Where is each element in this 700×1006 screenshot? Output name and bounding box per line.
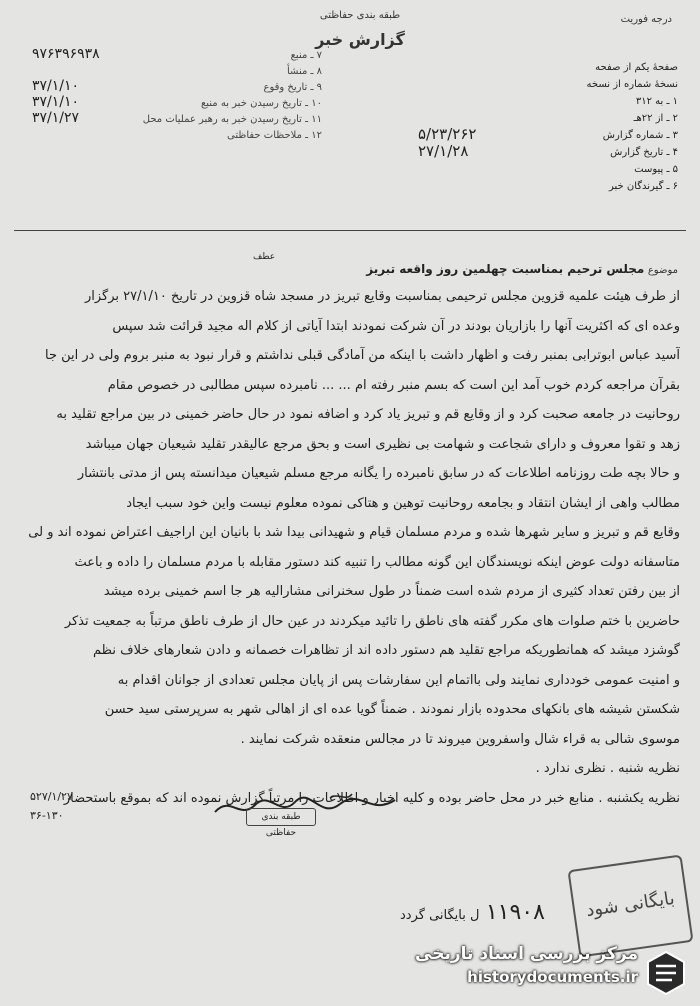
report-body <box>18 282 680 813</box>
subject-label: موضوع <box>647 265 678 276</box>
field-page: صفحهٔ یکم از صفحه <box>595 62 678 73</box>
field-report-date: ۴ ـ تاریخ گزارش ۲۷/۱/۲۸ <box>418 142 678 160</box>
body-line: شکستن شیشه های بانکهای محدوده بازار نمودند . ضمناً گویا عده ای از اهالی شهر به سرپرستی سید حسن <box>104 702 680 717</box>
body-line: بقرآن مراجعه کردم خوب آمد این است که بسم منبر رفته ام ... ... نامبرده سپس مطالبی در خصوص مقام <box>107 377 680 393</box>
body-line: مطالب واهی از ایشان انتقاد و بجامعه روحانیت توهین و هتاکی نموده معلوم نیست واین خود سبب ایجاد <box>126 495 680 511</box>
body-line: حاضرین با ختم صلوات های مکرر گفته های ناطق را تائید میکردند در عین حال از طرف ناطق مرتباً به جمعیت تذکر <box>64 613 680 629</box>
body-line: موسوی شالی به قراء شال واسفروین میروند تا در مجالس منعقده شرکت نمایند . <box>240 731 680 747</box>
field-from: ۲ ـ از ۲۲هـ <box>633 113 678 124</box>
field-report-number: ۳ ـ شماره گزارش ۵/۲۳/۲۶۲ <box>418 125 678 143</box>
body-line: نظریه شنبه . نظری ندارد . <box>535 761 680 776</box>
archive-note <box>400 900 545 925</box>
watermark-title: مرکز بررسی اسناد تاریخی <box>415 944 638 964</box>
subject-text: مجلس ترحیم بمناسبت چهلمین روز واقعه تبریز <box>366 262 645 276</box>
urgency-label: درجه فوریت <box>620 14 672 25</box>
body-line: از طرف هیئت علمیه قزوین مجلس ترحیمی بمناسبت وقایع تبریز در مسجد شاه قزوین در تاریخ ۲۷/۱/۱۰ برگزار <box>84 289 680 304</box>
body-line: گوشزد میشد که همانطوریکه مراجع تقلید هم دستور داده اند از تظاهرات خصمانه و دادن شعارهای خلاف نظم <box>93 643 680 658</box>
body-line: متاسفانه دولت عوض اینکه نویسندگان این گونه مطالب را تنبیه کند دستور مقابله با مردم مسلمان را داده و باعث <box>74 554 680 570</box>
field-leader-received-date: ۱۱ ـ تاریخ رسیدن خبر به رهبر عملیات محل ۳۷/۱/۲۷ <box>32 110 322 126</box>
filing-code: ۳۶-۱۳۰ <box>30 809 64 822</box>
report-title: گزارش خبر <box>315 30 405 49</box>
archive-stamp <box>567 854 693 957</box>
classification-label: طبقه بندی حفاظتی <box>319 10 401 21</box>
classification-stamp: طبقه بندی حفاظتی <box>246 808 316 826</box>
field-attachment: ۵ ـ پیوست <box>634 164 678 175</box>
field-event-date: ۹ ـ تاریخ وقوع ۳۷/۱/۱۰ <box>32 78 322 94</box>
body-line: و حالا بچه طت روزنامه اطلاعات که در سابق نامبرده را یگانه مرجع مسلم شیعیان میدانسته پس از مدتی بانتشار <box>77 466 680 481</box>
body-line: وقایع قم و تبریز و سایر شهرها شده و مردم مسلمان قیام و شهیدانی بیدا شد با بانیان این اراجیف اعتراض نموده اند و لی <box>28 525 680 540</box>
watermark <box>415 944 638 986</box>
watermark-url: historydocuments.ir <box>467 968 638 986</box>
field-copy: نسخهٔ شماره از نسخه <box>586 79 678 90</box>
field-source-received-date: ۱۰ ـ تاریخ رسیدن خبر به منبع ۳۷/۱/۱۰ <box>32 94 322 110</box>
filing-note <box>30 790 73 822</box>
archive-instruction: ل بایگانی گردد <box>400 908 480 923</box>
archive-stamp-text: بایگانی شود <box>584 887 676 922</box>
report-meta-right <box>378 62 678 198</box>
field-source: ۷ ـ منبع ۹۷۶۳۹۶۹۳۸ <box>32 46 322 62</box>
signature-area <box>210 790 400 838</box>
header-divider <box>14 230 686 231</box>
field-security-notes: ۱۲ ـ ملاحظات حفاظتی <box>227 130 322 141</box>
reference-tag: عطف <box>253 252 276 262</box>
field-origin: ۸ ـ منشأ <box>286 66 322 77</box>
body-line: نظریه یکشنبه . منابع خبر در محل حاضر بوده و کلیه اخبار و اطلاعات را مرتباً گزارش نموده اند که بموقع باستحضار <box>63 790 680 806</box>
body-line: وعده ای که اکثریت آنها را بازاریان بودند در آن شرکت نمودند ابتدا آیاتی از کلام اله مجید قرائت شد سپس <box>112 318 680 334</box>
filing-date: ۵۲۷/۱/۲۷ <box>30 790 73 803</box>
subject-line <box>28 252 678 276</box>
report-meta-left <box>22 46 322 146</box>
body-line: آسید عباس ابوترابی بمنبر رفت و اظهار داشت با اینکه من آمادگی قبلی نداشتم و قرار نبود به منبر بروم ولی در این جا <box>45 348 680 363</box>
body-line: روحانیت در جامعه صحبت کرد و از وقایع قم و تبریز یاد کرد و اضافه نمود در حال حاضر خمینی در بین مراجع تقلید به <box>56 407 680 422</box>
archive-number: ۱۱۹۰۸ <box>485 900 545 925</box>
archive-logo-icon <box>646 950 686 996</box>
body-line: و امنیت عمومی خودداری نمایند ولی بااتمام این سفارشات پس از پایان مجلس تعدادی از جوانان اقدام به <box>117 672 680 688</box>
field-recipients: ۶ ـ گیرندگان خبر <box>608 181 678 192</box>
body-line: زهد و تقوا معروف و دارای شجاعت و شهامت بی نظیری است و بحق مرجع عالیقدر تقلید شیعیان جهان میباشد <box>85 436 680 452</box>
body-line: از بین رفتن تعداد کثیری از مردم شده است ضمناً در طول سخنرانی مشارالیه هر جا اسم خمینی برده میشد <box>103 584 680 599</box>
field-to: ۱ ـ به ۳۱۲ <box>635 96 678 107</box>
